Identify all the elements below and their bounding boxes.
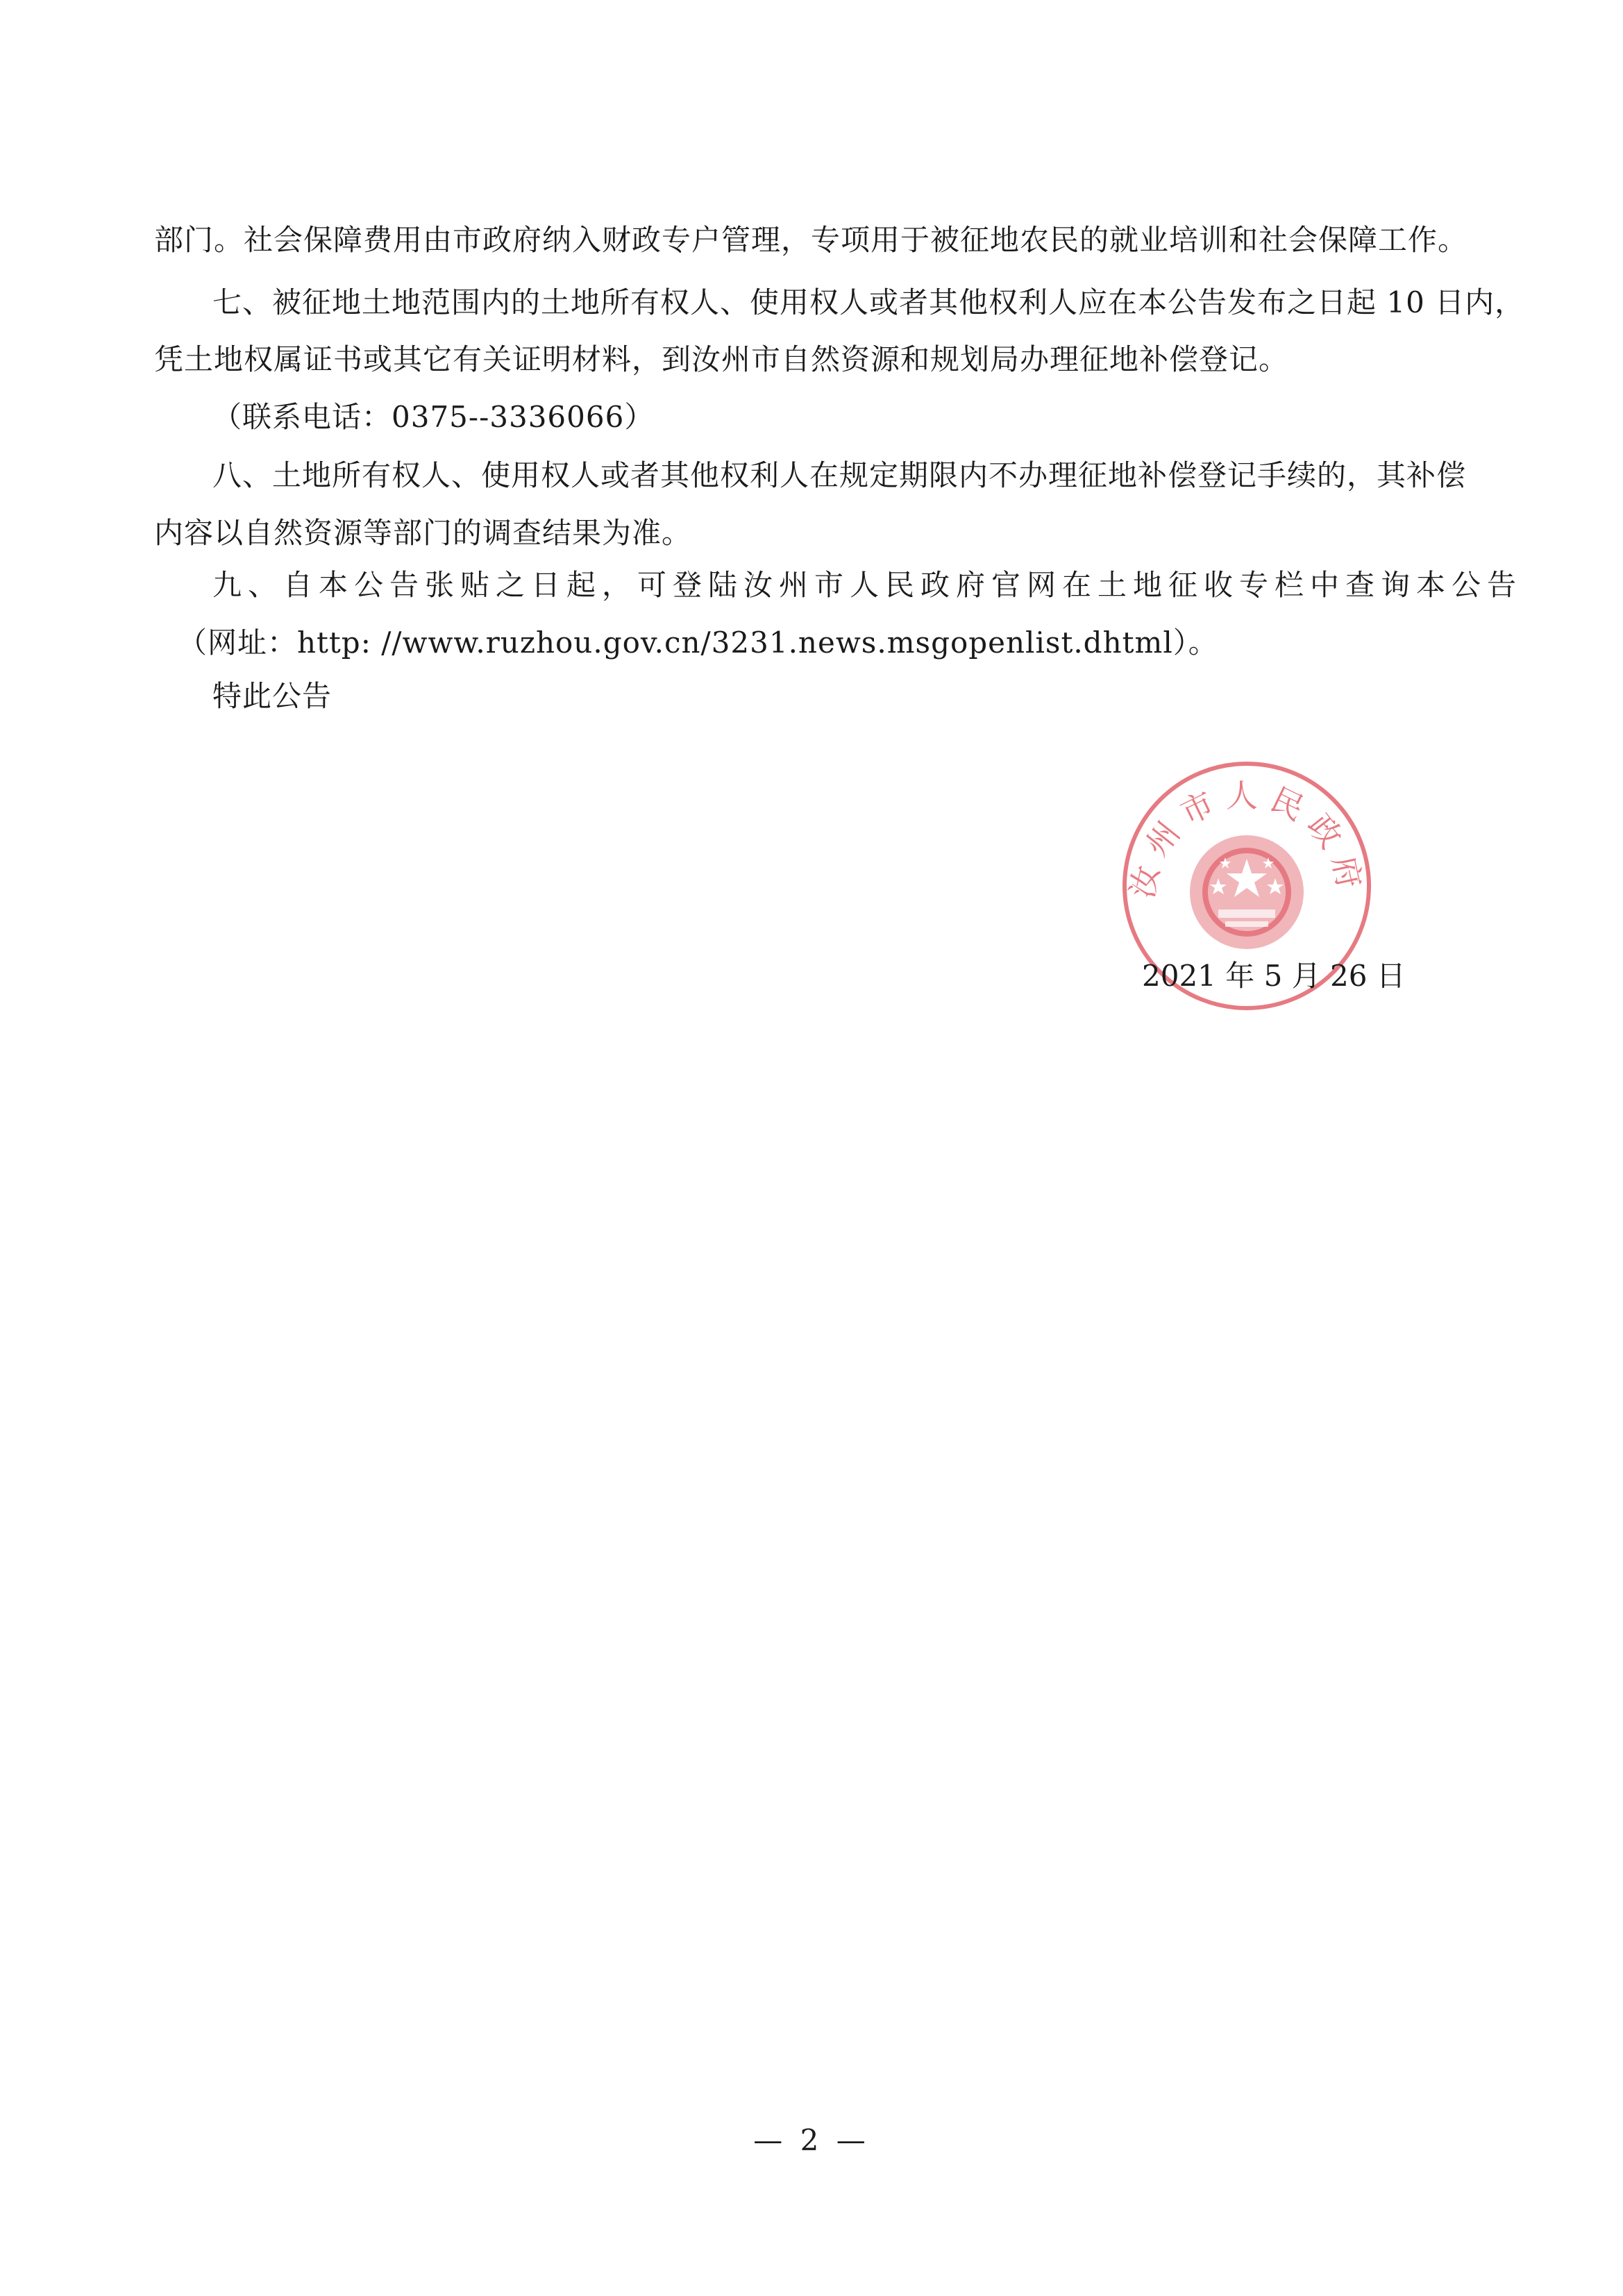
body-line-2: 七、被征地土地范围内的土地所有权人、使用权人或者其他权利人应在本公告发布之日起 10 日内，: [212, 285, 1525, 319]
issue-date: 2021 年 5 月 26 日: [1142, 959, 1406, 993]
seal-text: 汝州市人民政府: [1122, 777, 1371, 902]
body-line-7: 九、自本公告张贴之日起，可登陆汝州市人民政府官网在土地征收专栏中查询本公告: [212, 568, 1523, 602]
contact-phone-line: （联系电话：0375--3336066）: [212, 400, 655, 434]
body-line-1: 部门。社会保障费用由市政府纳入财政专户管理，专项用于被征地农民的就业培训和社会保障工作。: [154, 223, 1468, 257]
national-emblem-icon: [1190, 835, 1304, 949]
closing-line: 特此公告: [212, 679, 333, 713]
website-line: （网址：http: //www.ruzhou.gov.cn/3231.news.msgopenlist.dhtml）。: [178, 626, 1218, 660]
body-line-6: 内容以自然资源等部门的调查结果为准。: [154, 516, 692, 550]
body-line-3: 凭土地权属证书或其它有关证明材料，到汝州市自然资源和规划局办理征地补偿登记。: [154, 342, 1289, 376]
page-number: — 2 —: [753, 2123, 870, 2157]
body-line-5: 八、土地所有权人、使用权人或者其他权利人在规定期限内不办理征地补偿登记手续的，其补偿: [212, 458, 1467, 492]
